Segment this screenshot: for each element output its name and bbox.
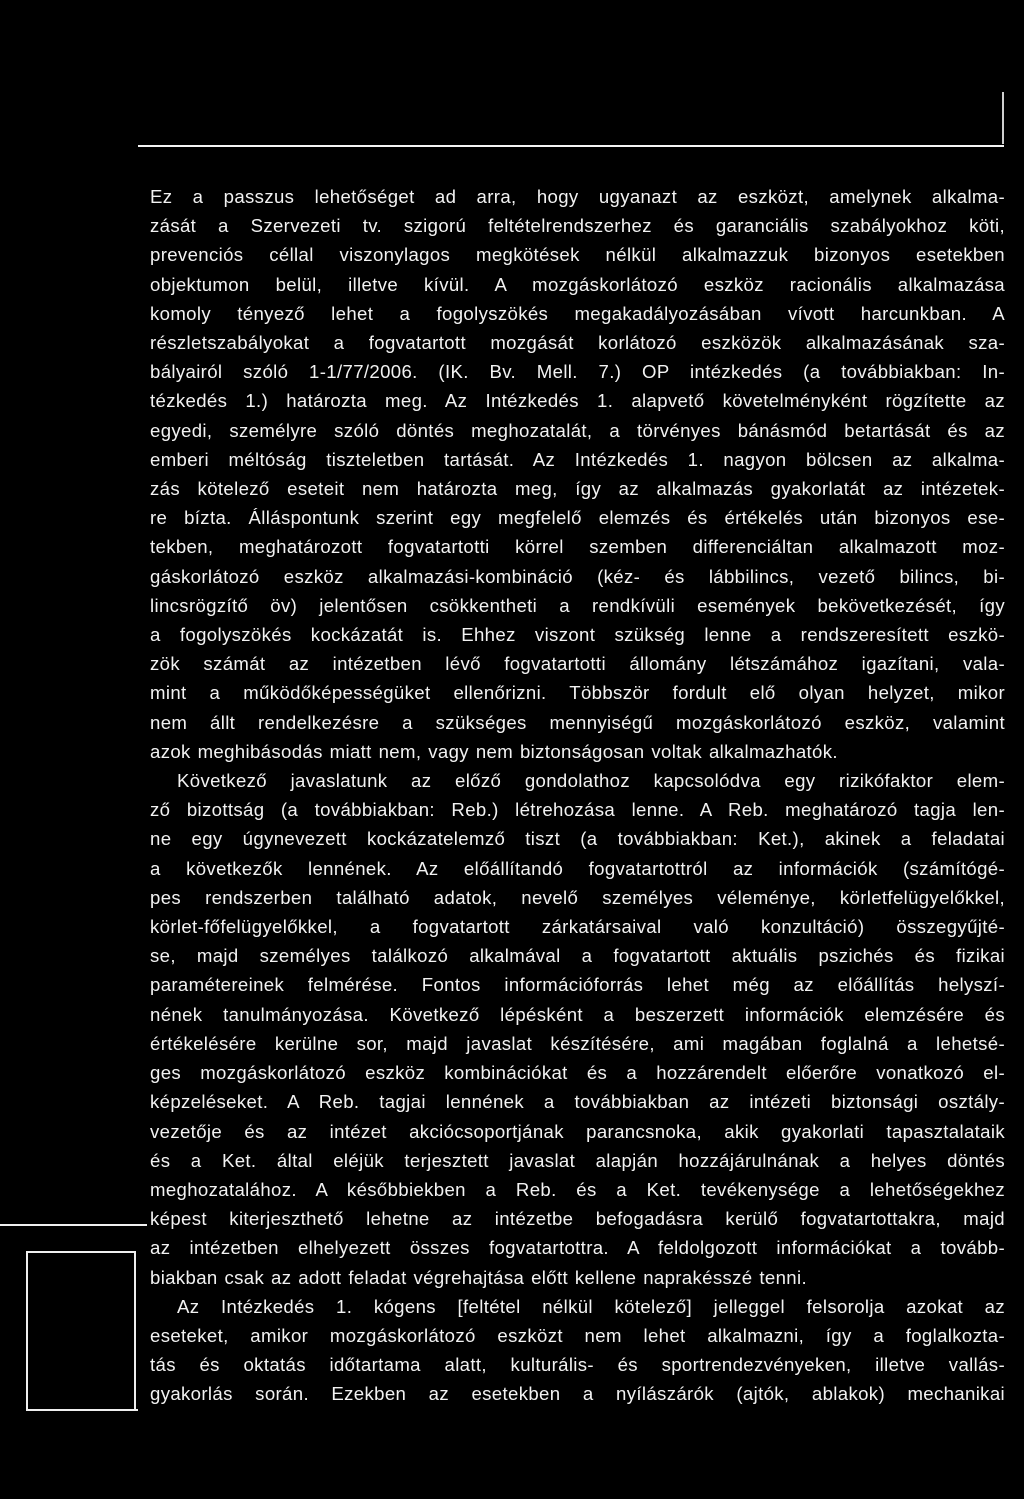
text-line: körlet-főfelügyelőkkel, a fogvatartott zárkatársaival való konzultáció) összegyűjté-: [150, 916, 1005, 938]
top-margin-tick: [1002, 92, 1004, 144]
text-line: ne egy úgynevezett kockázatelemző tiszt (a továbbiakban: Ket.), akinek a feladatai: [150, 828, 1005, 850]
margin-frame: [26, 1251, 136, 1411]
text-line: a következők lennének. Az előállítandó fogvatartottról az információk (számítógé-: [150, 857, 1005, 879]
text-line: pes rendszerben található adatok, nevelő személyes véleménye, körletfelügyelőkkel,: [150, 886, 1005, 908]
text-line: tás és oktatás időtartama alatt, kulturális- és sportrendezvényeken, illetve vallás-: [150, 1354, 1005, 1376]
text-line: se, majd személyes találkozó alkalmával a fogvatartott aktuális pszichés és fizikai: [150, 945, 1005, 967]
text-line: tekben, meghatározott fogvatartotti körrel szemben differenciáltan alkalmazott moz-: [150, 536, 1005, 558]
text-line: eseteket, amikor mozgáskorlátozó eszközt nem lehet alkalmazni, így a foglalkozta-: [150, 1324, 1005, 1346]
text-line: ző bizottság (a továbbiakban: Reb.) létrehozása lenne. A Reb. meghatározó tagja len-: [150, 799, 1005, 821]
text-line: azok meghibásodás miatt nem, vagy nem biztonságosan voltak alkalmazhatók.: [150, 740, 838, 762]
header-rule: [138, 145, 1004, 147]
text-line: az intézetben elhelyezett összes fogvatartottra. A feldolgozott információkat a tovább-: [150, 1237, 1005, 1259]
text-line: emberi méltóság tiszteletben tartását. Az Intézkedés 1. nagyon bölcsen az alkalma-: [150, 448, 1005, 470]
text-line: prevenciós céllal viszonylagos megkötések nélkül alkalmazzuk bizonyos esetekben: [150, 244, 1005, 266]
text-line: tézkedés 1.) határozta meg. Az Intézkedés 1. alapvető követelményként rögzítette az: [150, 390, 1005, 412]
text-line: nének tanulmányozása. Következő lépésként a beszerzett információk elemzésére és: [150, 1003, 1005, 1025]
text-line: ges mozgáskorlátozó eszköz kombinációkat és a hozzárendelt előerőre vonatkozó el-: [150, 1062, 1005, 1084]
text-line: és a Ket. által eléjük terjesztett javaslat alapján hozzájárulnának a helyes döntés: [150, 1149, 1005, 1171]
text-line: meghozatalához. A későbbiekben a Reb. és a Ket. tevékenysége a lehetőségekhez: [150, 1178, 1005, 1200]
text-line: Az Intézkedés 1. kógens [feltétel nélkül kötelező] jelleggel felsorolja azokat az: [177, 1295, 1005, 1317]
text-line: nem állt rendelkezésre a szükséges mennyiségű mozgáskorlátozó eszköz, valamint: [150, 711, 1005, 733]
text-line: a fogolyszökés kockázatát is. Ehhez viszont szükség lenne a rendszeresített eszkö-: [150, 624, 1005, 646]
text-line: zását a Szervezeti tv. szigorú feltételrendszerhez és garanciális szabályokhoz köti,: [150, 215, 1005, 237]
text-line: Következő javaslatunk az előző gondolathoz kapcsolódva egy rizikófaktor elem-: [177, 770, 1005, 792]
text-line: részletszabályokat a fogvatartott mozgását korlátozó eszközök alkalmazásának sza-: [150, 332, 1005, 354]
text-line: egyedi, személyre szóló döntés meghozatalát, a törvényes bánásmód betartását és az: [150, 419, 1005, 441]
text-line: gáskorlátozó eszköz alkalmazási-kombináció (kéz- és lábbilincs, vezető bilincs, bi-: [150, 565, 1005, 587]
text-line: képest kiterjeszthető lehetne az intézetbe befogadásra kerülő fogvatartottakra, majd: [150, 1208, 1005, 1230]
margin-rule-bottom: [26, 1409, 138, 1411]
text-line: paramétereinek felmérése. Fontos információforrás lehet még az előállítás helyszí-: [150, 974, 1005, 996]
text-line: képzeléseket. A Reb. tagjai lennének a továbbiakban az intézeti biztonsági osztály-: [150, 1091, 1005, 1113]
text-line: Ez a passzus lehetőséget ad arra, hogy ugyanazt az eszközt, amelynek alkalma-: [150, 186, 1005, 207]
text-line: bályairól szóló 1-1/77/2006. (IK. Bv. Mell. 7.) OP intézkedés (a továbbiakban: In-: [150, 361, 1005, 383]
text-line: zás kötelező eseteit nem határozta meg, így az alkalmazás gyakorlatát az intézetek-: [150, 478, 1005, 500]
text-line: gyakorlás során. Ezekben az esetekben a nyílászárók (ajtók, ablakok) mechanikai: [150, 1383, 1005, 1405]
text-line: mint a működőképességüket ellenőrizni. Többször fordult elő olyan helyzet, mikor: [150, 682, 1005, 704]
text-line: zök számát az intézetben lévő fogvatartotti állomány létszámához igazítani, vala-: [150, 653, 1005, 675]
text-line: biakban csak az adott feladat végrehajtása előtt kellene naprakésszé tenni.: [150, 1266, 807, 1288]
text-line: komoly tényező lehet a fogolyszökés megakadályozásában vívott harcunkban. A: [150, 302, 1005, 324]
text-line: lincsrögzítő öv) jelentősen csökkentheti a rendkívüli események bekövetkezését, így: [150, 594, 1005, 616]
text-line: értékelésére kerülne sor, majd javaslat készítésére, ami magában foglalná a lehetsé-: [150, 1032, 1005, 1054]
text-line: re bízta. Álláspontunk szerint egy megfelelő elemzés és értékelés után bizonyos ese-: [150, 507, 1005, 529]
margin-rule-top: [0, 1224, 147, 1226]
body-text: [150, 182, 1005, 1409]
text-line: objektumon belül, illetve kívül. A mozgáskorlátozó eszköz racionális alkalmazása: [150, 273, 1005, 295]
text-line: vezetője és az intézet akciócsoportjának parancsnoka, akik gyakorlati tapasztalataik: [150, 1120, 1005, 1142]
